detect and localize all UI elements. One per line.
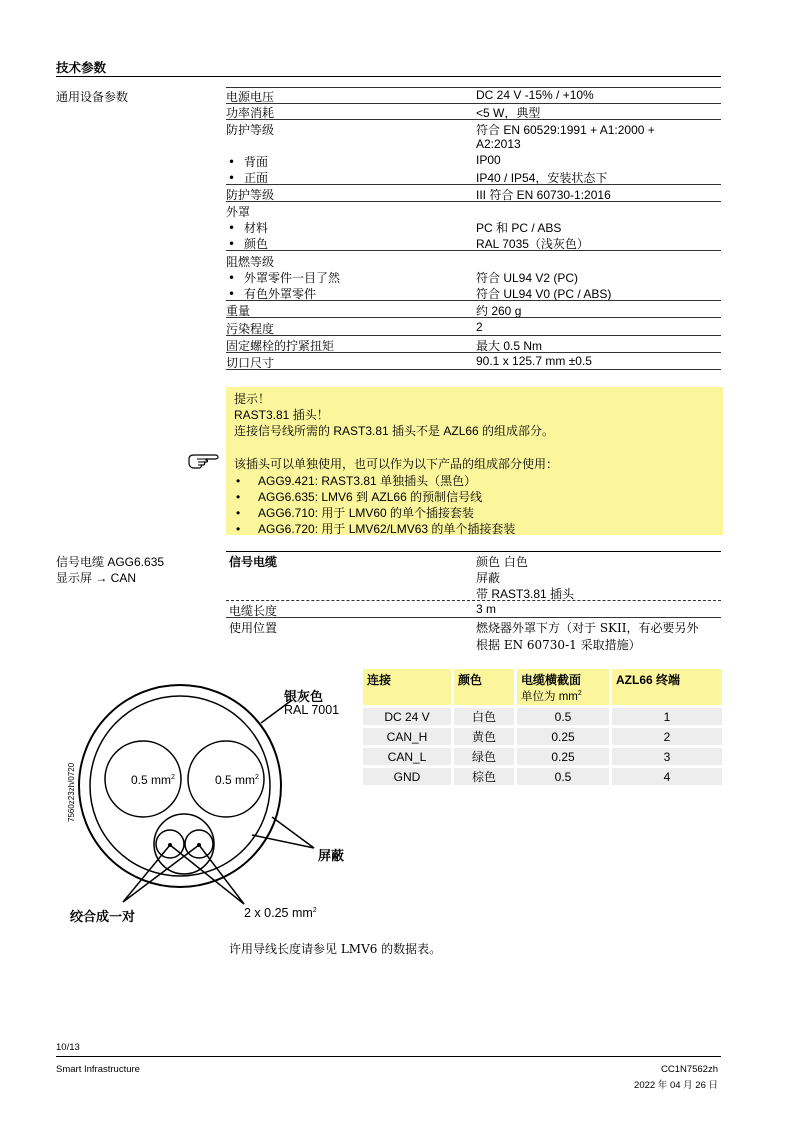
cable-heading: 信号电缆 — [229, 555, 278, 569]
doc-date: 2022 年 04 月 26 日 — [634, 1080, 718, 1091]
cell-color: 黄色 — [454, 728, 514, 745]
param-row-rule — [226, 317, 721, 318]
param-key: 污染程度 — [226, 322, 275, 336]
cable-use-value-2: 根据 EN 60730-1 采取措施） — [476, 638, 641, 652]
param-row-rule — [226, 335, 721, 336]
param-key: 功率消耗 — [226, 106, 275, 120]
param-row-rule — [226, 352, 721, 353]
header-terminal: AZL66 终端 — [612, 669, 722, 705]
param-row-rule — [226, 119, 721, 120]
param-value: <5 W，典型 — [476, 106, 541, 120]
cell-terminal: 2 — [612, 728, 722, 745]
param-value: 符合 EN 60529:1991 + A1:2000 + — [476, 123, 655, 137]
pointing-hand-icon — [188, 450, 220, 470]
param-key: • 正面 — [228, 169, 268, 186]
param-key: 切口尺寸 — [226, 356, 275, 370]
cell-terminal: 3 — [612, 748, 722, 765]
param-row-rule — [226, 300, 721, 301]
cable-top-rule — [226, 551, 721, 552]
param-row-rule — [226, 103, 721, 104]
general-label: 通用设备参数 — [56, 90, 129, 104]
cell-connection: CAN_L — [363, 748, 451, 765]
param-value: 2 — [476, 320, 483, 334]
param-key: 防护等级 — [226, 188, 275, 202]
param-value: DC 24 V -15% / +10% — [476, 88, 594, 102]
twisted-pair-label: 绞合成一对 — [70, 909, 136, 924]
section-title: 技术参数 — [56, 61, 107, 75]
cell-connection: CAN_H — [363, 728, 451, 745]
cable-label-1: 信号电缆 AGG6.635 — [56, 555, 165, 569]
silver-color-label: 银灰色 — [284, 689, 324, 704]
shield-label: 屏蔽 — [318, 848, 345, 863]
note-bullet: • AGG9.421: RAST3.81 单独插头（黑色） — [234, 472, 476, 489]
param-row-rule — [226, 201, 721, 202]
cell-cross-section: 0.25 — [517, 728, 609, 745]
conductor-a-label: 0.5 $mm^2$ — [131, 773, 175, 787]
page-number: 10/13 — [56, 1042, 80, 1053]
cell-terminal: 4 — [612, 768, 722, 785]
param-key: • 颜色 — [228, 235, 268, 252]
doc-number: CC1N7562zh — [660, 1064, 718, 1075]
param-value: 90.1 x 125.7 mm ±0.5 — [476, 354, 592, 368]
footer-rule — [56, 1056, 721, 1057]
cable-use-value-1: 燃烧器外罩下方（对于 SKII，有必要另外 — [476, 621, 699, 635]
closing-text: 许用导线长度请参见 LMV6 的数据表。 — [229, 942, 442, 956]
ral-label: RAL 7001 — [284, 703, 340, 717]
cell-connection: DC 24 V — [363, 708, 451, 725]
header-connection: 连接 — [363, 669, 451, 705]
cell-cross-section: 0.5 — [517, 708, 609, 725]
note-line1: RAST3.81 插头！ — [234, 408, 329, 422]
note-box — [226, 387, 723, 535]
title-rule — [56, 76, 721, 77]
param-value: 符合 UL94 V0 (PC / ABS) — [476, 287, 612, 301]
cell-color: 棕色 — [454, 768, 514, 785]
param-key: • 有色外罩零件 — [228, 285, 316, 302]
figure-code: 7560z23zh/0720 — [67, 762, 76, 822]
params-top-rule — [226, 87, 721, 88]
param-value: IP00 — [476, 153, 501, 167]
table-row — [363, 728, 722, 745]
cell-cross-section: 0.5 — [517, 768, 609, 785]
note-line2: 连接信号线所需的 RAST3.81 插头不是 AZL66 的组成部分。 — [234, 424, 555, 438]
cable-length-key: 电缆长度 — [229, 604, 278, 618]
param-value: RAL 7035（浅灰色） — [476, 237, 589, 251]
note-line3: 该插头可以单独使用，也可以作为以下产品的组成部分使用： — [234, 457, 559, 471]
param-key: • 背面 — [228, 153, 268, 170]
pair-size-label: 2 x 0.25 $mm^2$ — [244, 906, 317, 920]
note-bullet: • AGG6.710: 用于 LMV60 的单个插接套装 — [234, 504, 474, 521]
company-name: Smart Infrastructure — [56, 1064, 140, 1075]
note-title: 提示！ — [234, 392, 271, 406]
cable-label-2: 显示屏 → CAN — [56, 571, 137, 585]
param-key: 防护等级 — [226, 123, 275, 137]
param-value: A2:2013 — [476, 137, 521, 151]
table-row — [363, 768, 722, 785]
cable-prop: 带 RAST3.81 插头 — [476, 587, 575, 601]
cable-dash-rule — [226, 600, 721, 601]
param-row-rule — [226, 369, 721, 370]
param-value: IP40 / IP54，安装状态下 — [476, 171, 608, 185]
param-key: 固定螺栓的拧紧扭矩 — [226, 339, 335, 353]
note-bullet: • AGG6.635: LMV6 到 AZL66 的预制信号线 — [234, 488, 482, 505]
cell-cross-section: 0.25 — [517, 748, 609, 765]
param-key: 阻燃等级 — [226, 255, 275, 269]
cable-cross-section-diagram — [56, 680, 356, 930]
cell-terminal: 1 — [612, 708, 722, 725]
param-key: • 外罩零件一目了然 — [228, 269, 340, 286]
cable-length-rule — [226, 617, 721, 618]
param-row-rule — [226, 184, 721, 185]
param-value: III 符合 EN 60730-1:2016 — [476, 188, 611, 202]
param-key: • 材料 — [228, 219, 268, 236]
cell-color: 绿色 — [454, 748, 514, 765]
param-key: 外罩 — [226, 205, 251, 219]
table-row — [363, 708, 722, 725]
param-value: 最大 0.5 Nm — [476, 339, 543, 353]
connection-table — [360, 666, 725, 788]
header-color: 颜色 — [454, 669, 514, 705]
cable-prop: 颜色 白色 — [476, 555, 528, 569]
param-key: 电源电压 — [226, 90, 275, 104]
param-value: 约 260 g — [476, 304, 522, 318]
conductor-b-label: 0.5 $mm^2$ — [215, 773, 259, 787]
cable-prop: 屏蔽 — [476, 571, 501, 585]
param-row-rule — [226, 250, 721, 251]
param-value: PC 和 PC / ABS — [476, 221, 562, 235]
param-value: 符合 UL94 V2 (PC) — [476, 271, 579, 285]
param-key: 重量 — [226, 304, 251, 318]
note-bullet: • AGG6.720: 用于 LMV62/LMV63 的单个插接套装 — [234, 520, 515, 537]
table-row — [363, 748, 722, 765]
header-cross-section: 电缆横截面 单位为 $mm^2$ — [517, 669, 609, 705]
cable-length-value: 3 m — [476, 602, 497, 616]
cable-use-key: 使用位置 — [229, 621, 278, 635]
cell-connection: GND — [363, 768, 451, 785]
cell-color: 白色 — [454, 708, 514, 725]
